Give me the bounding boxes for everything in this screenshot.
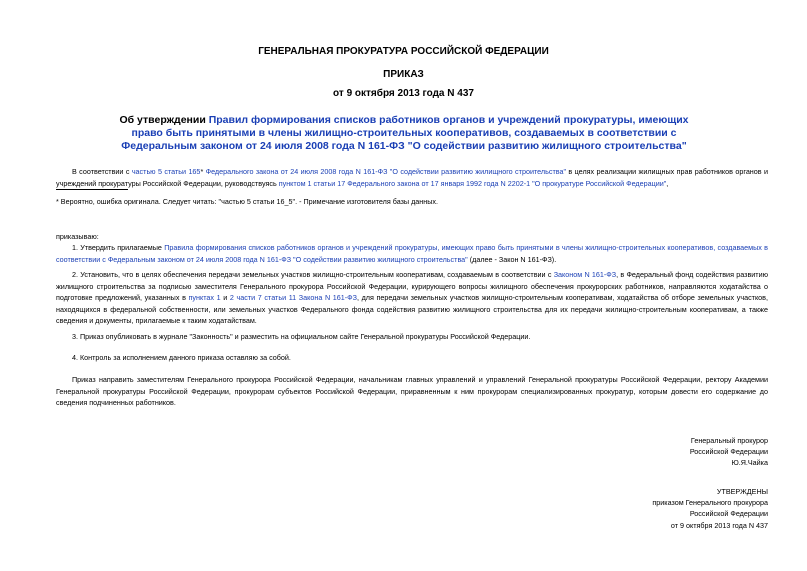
item-4-paragraph: 4. Контроль за исполнением данного приказа оставляю за собой. — [72, 353, 291, 362]
item-2-law-link[interactable]: Законом N 161-ФЗ — [553, 270, 617, 279]
preamble-paragraph: В соответствии с частью 5 статьи 165* Федерального закона от 24 июля 2008 года N 161-ФЗ "О содействии развитию жилищного строительства" в целях реализации жилищных прав работников органов и учреждений прокуратуры Российской Федерации, руководствуясь пунктом 1 статьи 17 Федерального закона от 17 января 1992 года N 2202-1 "О прокуратуре Российской Федерации", — [56, 167, 768, 188]
item-3-paragraph: 3. Приказ опубликовать в журнале "Законность" и разместить на официальном сайте Генеральной прокуратуры Российской Федерации. — [72, 332, 531, 341]
title-prefix: Об утверждении — [119, 114, 209, 126]
doc-date-heading: от 9 октября 2013 года N 437 — [333, 88, 474, 99]
signature-country: Российской Федерации — [689, 447, 768, 457]
item-2-points-link[interactable]: пунктах 1 — [188, 293, 221, 303]
closing-paragraph: Приказ направить заместителям Генерального прокурора Российской Федерации, начальникам главных управлений и управлений Генеральной прокуратуры Российской Федерации, ректору Академии Генеральной прокуратуры Российской Федерации, прокурорам субъектов Российской Федерации, приравненным к ним прокурорам специализированных прокуратур, которым довести его содержание до сведения подчиненных работников. — [56, 375, 768, 408]
approval-date: от 9 октября 2013 года N 437 — [670, 520, 768, 530]
item-1-paragraph: 1. Утвердить прилагаемые Правила формирования списков работников органов и учреждений прокуратуры, имеющих право быть принятыми в члены жилищно-строительных кооперативов, создаваемых в соответствии с Федеральным законом от 24 июля 2008 года N 161-ФЗ "О содействии развитию жилищного строительства" (далее - Закон N 161-ФЗ). — [56, 243, 768, 264]
approval-block — [652, 486, 768, 531]
law-161-fz-link[interactable]: Федерального закона от 24 июля 2008 года N 161-ФЗ "О содействии развитию жилищного строительства" — [205, 167, 567, 176]
doc-title — [118, 114, 690, 153]
footnote-text: * Вероятно, ошибка оригинала. Следует читать: "частью 5 статьи 16_5". - Примечание изготовителя базы данных. — [56, 197, 438, 206]
org-heading: ГЕНЕРАЛЬНАЯ ПРОКУРАТУРА РОССИЙСКОЙ ФЕДЕРАЦИИ — [258, 46, 549, 57]
approval-by: приказом Генерального прокурора — [652, 498, 768, 508]
item-1-rules-link[interactable]: Правила формирования списков работников органов и учреждений прокуратуры, имеющих право быть принятыми в члены жилищно-строительных кооперативов, создаваемых в соответствии с Федеральным законом от 24 июля 2008 года N 161-ФЗ "О содействии развитию жилищного строительства" — [56, 243, 768, 264]
signature-block — [690, 435, 768, 469]
footnote-divider — [56, 189, 128, 190]
signature-title: Генеральный прокурор — [690, 436, 768, 445]
item-2-paragraph: 2. Установить, что в целях обеспечения передачи земельных участков жилищно-строительным кооперативам, создаваемым в соответствии с Законом N 161-ФЗ, в Федеральный фонд содействия развитию жилищного строительства за подписью заместителя Генерального прокурора Российской Федерации, курирующего вопросы жилищного обеспечения прокурорских работников, направляются ходатайства о подготовке предложений, указанных в пунктах 1 и 2 части 7 статьи 11 Закона N 161-ФЗ, для передачи земельных участков жилищно-строительным кооперативам, ходатайства об отборе земельных участков, находящихся в федеральной собственности, или земельных участков Федерального фонда содействия развитию жилищного строительства для их передачи жилищно-строительным кооперативам, а также сведения и документы, прилагаемые к таким ходатайствам. — [56, 270, 768, 326]
doc-type-heading: ПРИКАЗ — [383, 69, 424, 80]
signature-name: Ю.Я.Чайка — [731, 458, 768, 468]
order-word: приказываю: — [56, 232, 99, 241]
item-2-part7-link[interactable]: 2 части 7 статьи 11 Закона N 161-ФЗ — [229, 293, 357, 303]
approval-word: УТВЕРЖДЕНЫ — [716, 487, 768, 496]
law-part5-link[interactable]: частью 5 статьи 165 — [131, 167, 201, 176]
law-2202-1-link[interactable]: пунктом 1 статьи 17 Федерального закона от 17 января 1992 года N 2202-1 "О прокуратуре Российской Федерации" — [278, 178, 667, 188]
approval-country: Российской Федерации — [689, 509, 768, 519]
title-rules-link[interactable]: Правил формирования списков работников органов и учреждений прокуратуры, имеющих право быть принятыми в члены жилищно-строительных кооперативов, создаваемых в соответствии с Федеральным законом от 24 июля 2008 года N 161-ФЗ "О содействии развитию жилищного строительства" — [121, 114, 689, 152]
